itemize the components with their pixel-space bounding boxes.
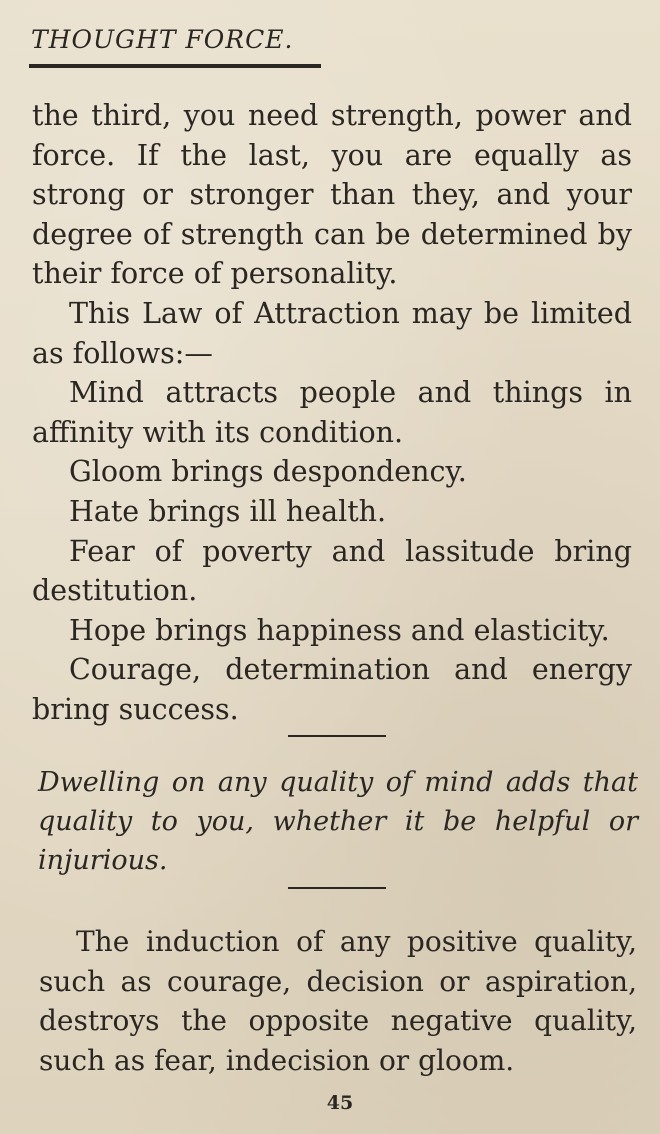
main-text	[32, 96, 632, 730]
page-number: 45	[326, 1092, 354, 1114]
italic-statement: Dwelling on any quality of mind adds that quality to you, whether it be helpful or injurious.	[38, 767, 638, 876]
section-divider-1	[288, 735, 386, 737]
paragraph-third: the third, you need strength, power and force. If the last, you are equally as strong or stronger than they, and your degree of strength can be determined by their force of personality.	[32, 99, 632, 291]
closing-paragraph: The induction of any positive quality, such as courage, decision or aspiration, destroys the opposite negative quality, such as fear, indecision or gloom.	[39, 925, 637, 1077]
paragraph-hate: Hate brings ill health.	[69, 494, 387, 528]
paragraph-fear: Fear of poverty and lassitude bring destitution.	[32, 534, 632, 608]
running-head-rule	[29, 64, 321, 68]
running-head: THOUGHT FORCE.	[31, 25, 294, 54]
section-divider-2	[288, 887, 386, 889]
paragraph-mind-attracts: Mind attracts people and things in affinity with its condition.	[32, 376, 632, 449]
paragraph-gloom: Gloom brings despondency.	[69, 455, 467, 489]
paragraph-hope: Hope brings happiness and elasticity.	[69, 613, 610, 647]
paragraph-law-of-attraction: This Law of Attraction may be limited as follows:—	[32, 296, 632, 370]
paragraph-courage: Courage, determination and energy bring success.	[32, 653, 632, 726]
